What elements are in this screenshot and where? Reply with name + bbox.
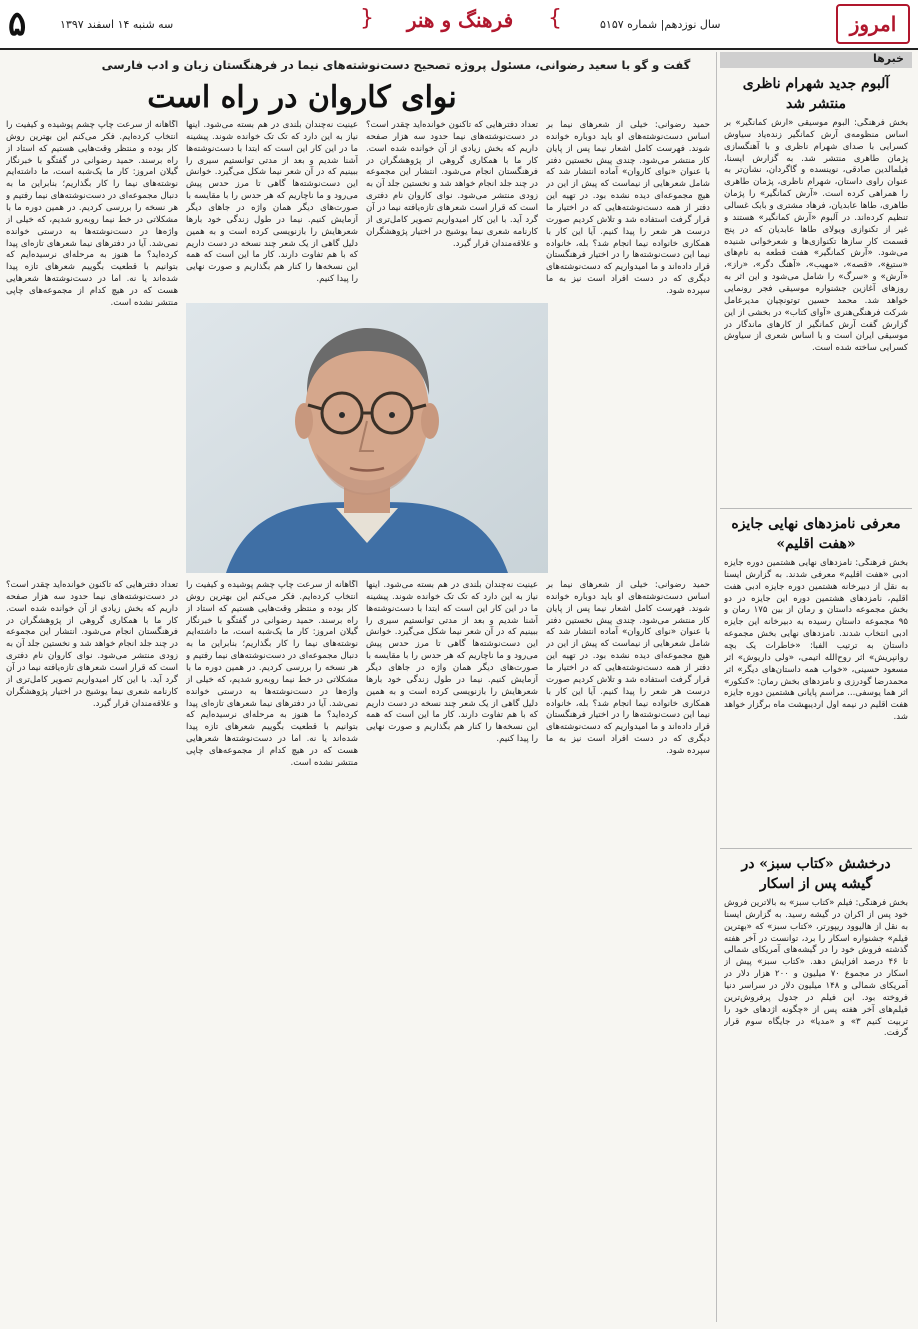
news-item-title: معرفی نامزدهای نهایی جایزه «هفت اقلیم» (731, 516, 901, 553)
news-item-body: بخش فرهنگی: آلبوم موسیقی «آرش کمانگیر» بر اساس منظومه‌ی آرش کمانگیر زنده‌یاد سیاوش کسرایی با صدای شهرام ناظری و با آهنگسازی پژمان طاهری منتشر شد. به گزارش ایسنا، فیلمالدین صادقی، نوینسده و گاگردان، نشان‌تر به عنوان راوی داستان، شهرام ناظری، پژمان طاهری را همراهی کرده است. «آرش کمانگیر» را پژمان طاهری، طاها عابدیان، فرهاد مشتری و بابک غسالی تنظیم کرده‌اند. در آلبوم «آرش کمانگیر» هستند و غیر از تکنوازی ویولای طاها عابدیان که در پنج قسمت کار سازها تکنوازی‌ها و شعرخوانی شنیده می‌شود. «آرش کمانگیر» هفت قطعه به نام‌های «ستیغ»، «قصه»، «مهیب»، «آهنگ دگر»، «راز»، «آرش» و «سرگ» را شامل می‌شود و این اثر به روزهای آغازین جشنواره موسیقی فجر رونمایی خواهد شد. محمد حسین توتونچیان مدیرعامل شرکت فرهنگی‌هنری «آوای کتاب» در بخشی از این گزارش گفت آرش کمانگیر از کارهای ماندگار در موسیقی ایران است و با اساس شعری از سیاوش کسرایی ساخته شده است. (724, 118, 908, 354)
article-column: عینیت نه‌چندان بلندی در هم بسته می‌شود. اینها نیاز به این دارد که تک تک خوانده شوند. پیشینه ما در این کار این است که ابتدا با دست‌نوشته‌ها آشنا شدیم و بعد از مدتی توانستیم سیری را ببینیم که در آن شعر نیما شکل می‌گیرد. خوانش این دست‌نوشته‌ها گاهی تا مرز حدس پیش می‌رود و ما ناچاریم که هر حدس را با مقایسه با صورت‌های دیگر همان واژه در جاهای دیگر آزمایش کنیم. نیما در طول زندگی خود بارها شعرهایش را بازنویسی کرده است و به همین دلیل گاهی از یک شعر چند نسخه در دست داریم که با هم تفاوت دارند. کار ما این است که همه این نسخه‌ها را کنار هم بگذاریم و صورت نهایی را پیدا کنیم. (186, 120, 358, 285)
news-item-title: درخشش «کتاب سبز» در گیشه پس از اسکار (741, 856, 891, 893)
issue-number: سال نوزدهم| شماره ۵۱۵۷ (600, 18, 721, 31)
article-column: تعداد دفترهایی که تاکنون خوانده‌اید چقدر است؟ در دست‌نوشته‌های نیما حدود سه هزار صفحه داریم که بخش زیادی از آن خوانده شده است. کار ما با همکاری گروهی از پژوهشگران در فرهنگستان انجام می‌شود. انتشار این مجموعه در چند جلد انجام خواهد شد و نخستین جلد آن به زودی منتشر می‌شود. نوای کاروان نام دفتری است که قرار است شعرهای تازه‌یافته نیما در آن گرد آید. با این کار امیدواریم تصویر کامل‌تری از کارنامه شعری نیما یوشیج در اختیار پژوهشگران و علاقه‌مندان قرار گیرد. (6, 580, 178, 709)
page-number: ۵ (8, 4, 27, 44)
feature-kicker: گفت و گو با سعید رضوانی، مسئول پروژه تصحیح دست‌نوشته‌های نیما در فرهنگستان زبان و ادب فارسی (101, 58, 691, 72)
issue-date: سه شنبه ۱۴ اسفند ۱۳۹۷ (60, 18, 174, 31)
article-column: آگاهانه از سرعت چاپ چشم پوشیده و کیفیت را انتخاب کرده‌ایم. فکر می‌کنم این بهترین روش کار بوده و منتظر وقت‌هایی هستیم که استاد از راه برسند. حمید رضوانی در گفتگو با خبرنگار گیلان امروز: کار ما یک‌شبه است، ما داشته‌ایم نوشته‌های نیما را کار بگذاریم؛ بنابراین ما به دنبال مجموعه‌ای در دست‌نوشته‌های نیما رفتیم و هر نسخه را بررسی کردیم. در همین دوره ما با مشکلاتی در خط نیما روبه‌رو شدیم، که خیلی از واژه‌ها در دست‌نوشته‌ها به درستی خوانده نمی‌شد. آیا در دفترهای نیما شعرهای تازه‌ای پیدا کرده‌اید؟ ما هنوز به مرحله‌ای نرسیده‌ایم که بتوانیم با قطعیت بگوییم شعرهای تازه پیدا شده‌اند یا نه. اما در دست‌نوشته‌ها شعرهایی هست که در هیچ کدام از مجموعه‌های چاپی منتشر نشده است. (186, 580, 358, 768)
brace-right-icon: } (548, 6, 562, 31)
news-divider (720, 508, 912, 509)
brace-left-icon: { (360, 6, 374, 31)
article-column: عینیت نه‌چندان بلندی در هم بسته می‌شود. اینها نیاز به این دارد که تک تک خوانده شوند. پیشینه ما در این کار این است که ابتدا با دست‌نوشته‌ها آشنا شدیم و بعد از مدتی توانستیم سیری را ببینیم که در آن شعر نیما شکل می‌گیرد. خوانش این دست‌نوشته‌ها گاهی تا مرز حدس پیش می‌رود و ما ناچاریم که هر حدس را با مقایسه با صورت‌های دیگر همان واژه در جاهای دیگر آزمایش کنیم. نیما در طول زندگی خود بارها شعرهایش را بازنویسی کرده است و به همین دلیل گاهی از یک شعر چند نسخه در دست داریم که با هم تفاوت دارند. کار ما این است که همه این نسخه‌ها را کنار هم بگذاریم و صورت نهایی را پیدا کنیم. (366, 580, 538, 745)
page-header (0, 0, 918, 50)
interviewee-photo (186, 303, 548, 573)
news-item-title: آلبوم جدید شهرام ناظری منتشر شد (742, 76, 890, 113)
column-divider (716, 52, 717, 1322)
news-item-body: بخش فرهنگی: فیلم «کتاب سبز» به بالاترین فروش خود پس از اکران در گیشه رسید. به گزارش ایسنا به نقل از هالیوود ریپورتر، «کتاب سبز» که «بهترین فیلم» جشنواره اسکار را برد، توانست در آخر هفته گذشته فروش خود را در گیشه‌های آمریکای شمالی تا ۴۶ درصد افزایش دهد. «کتاب سبز» پیش از اسکار در مجموع ۷۰ میلیون و ۲۰۰ هزار دلار در آمریکای شمالی و ۱۴۸ میلیون دلار در سراسر دنیا فروخته بود. این فیلم در جدول پرفروش‌ترین فیلم‌های آخر هفته پس از «چگونه اژدهای خود را تربیت کنیم ۳» و «مدیا» در جایگاه سوم قرار گرفت. (724, 898, 908, 1039)
article-column: حمید رضوانی: خیلی از شعرهای نیما بر اساس دست‌نوشته‌های او باید دوباره خوانده شوند. فهرست کامل اشعار نیما پس از پایان کار منتشر می‌شود. چندی پیش نخستین دفتر با عنوان «نوای کاروان» آماده انتشار شد که شامل شعرهایی از نیماست که پیش از این در هیچ مجموعه‌ای دیده نشده بود. در تهیه این دفتر از همه دست‌نوشته‌هایی که در اختیار ما قرار گرفت استفاده شد و تلاش کردیم صورت درست هر شعر را پیدا کنیم. آیا این کار با همکاری خانواده نیما انجام شد؟ بله، خانواده نیما این دست‌نوشته‌ها را در اختیار فرهنگستان قرار داده‌اند و ما امیدواریم که دست‌نوشته‌های دیگری که در دست افراد است نیز به ما سپرده شود. (546, 120, 710, 297)
news-tab (720, 52, 912, 68)
news-divider (720, 848, 912, 849)
section-title: فرهنگ و هنر (406, 8, 514, 32)
article-column: تعداد دفترهایی که تاکنون خوانده‌اید چقدر است؟ در دست‌نوشته‌های نیما حدود سه هزار صفحه داریم که بخش زیادی از آن خوانده شده است. کار ما با همکاری گروهی از پژوهشگران در فرهنگستان انجام می‌شود. انتشار این مجموعه در چند جلد انجام خواهد شد و نخستین جلد آن به زودی منتشر می‌شود. نوای کاروان نام دفتری است که قرار است شعرهای تازه‌یافته نیما در آن گرد آید. با این کار امیدواریم تصویر کامل‌تری از کارنامه شعری نیما یوشیج در اختیار پژوهشگران و علاقه‌مندان قرار گیرد. (366, 120, 538, 249)
portrait-image (186, 303, 548, 573)
article-column: آگاهانه از سرعت چاپ چشم پوشیده و کیفیت را انتخاب کرده‌ایم. فکر می‌کنم این بهترین روش کار بوده و منتظر وقت‌هایی هستیم که استاد از راه برسند. حمید رضوانی در گفتگو با خبرنگار گیلان امروز: کار ما یک‌شبه است، ما داشته‌ایم نوشته‌های نیما را کار بگذاریم؛ بنابراین ما به دنبال مجموعه‌ای در دست‌نوشته‌های نیما رفتیم و هر نسخه را بررسی کردیم. در همین دوره ما با مشکلاتی در خط نیما روبه‌رو شدیم، که خیلی از واژه‌ها در دست‌نوشته‌ها به درستی خوانده نمی‌شد. آیا در دفترهای نیما شعرهای تازه‌ای پیدا کرده‌اید؟ ما هنوز به مرحله‌ای نرسیده‌ایم که بتوانیم با قطعیت بگوییم شعرهای تازه پیدا شده‌اند یا نه. اما در دست‌نوشته‌ها شعرهایی هست که در هیچ کدام از مجموعه‌های چاپی منتشر نشده است. (6, 120, 178, 308)
news-column (720, 52, 912, 1322)
article-column: حمید رضوانی: خیلی از شعرهای نیما بر اساس دست‌نوشته‌های او باید دوباره خوانده شوند. فهرست کامل اشعار نیما پس از پایان کار منتشر می‌شود. چندی پیش نخستین دفتر با عنوان «نوای کاروان» آماده انتشار شد که شامل شعرهایی از نیماست که پیش از این در هیچ مجموعه‌ای دیده نشده بود. در تهیه این دفتر از همه دست‌نوشته‌هایی که در اختیار ما قرار گرفت استفاده شد و تلاش کردیم صورت درست هر شعر را پیدا کنیم. آیا این کار با همکاری خانواده نیما انجام شد؟ بله، خانواده نیما این دست‌نوشته‌ها را در اختیار فرهنگستان قرار داده‌اند و ما امیدواریم که دست‌نوشته‌های دیگری که در دست افراد است نیز به ما سپرده شود. (546, 580, 710, 757)
news-item-body: بخش فرهنگی: نامزدهای نهایی هشتمین دوره جایزه ادبی «هفت اقلیم» معرفی شدند. به گزارش ایسنا به نقل از دبیرخانه هشتمین دوره جایزه ادبی هفت اقلیم، نامزدهای هشتمین دوره این جایزه در دو بخش مجموعه داستان و رمان از بین ۱۷۵ رمان و ۹۵ مجموعه داستان رسیده به دبیرخانه این جایزه ادبی انتخاب شدند. نامزدهای نهایی بخش مجموعه داستان به ترتیب الفبا: «خاطرات یک بچه روانپریش» اثر روح‌الله اتیمی، «ولی داریوش» اثر مسعود حسینی، «خواب همه داستان‌های دیگر» اثر محمدرضا گودرزی و نامزدهای بخش رمان: «کنکور» اثر هما یوسفی... مراسم پایانی هشتمین دوره جایزه هفت اقلیم در نیمه اول اردیبهشت ماه برگزار خواهد شد. (724, 558, 908, 723)
feature-headline: نوای کاروان در راه است (147, 80, 457, 115)
news-tab-label: خبرها (872, 52, 904, 65)
newspaper-logo: امروز (836, 4, 910, 44)
